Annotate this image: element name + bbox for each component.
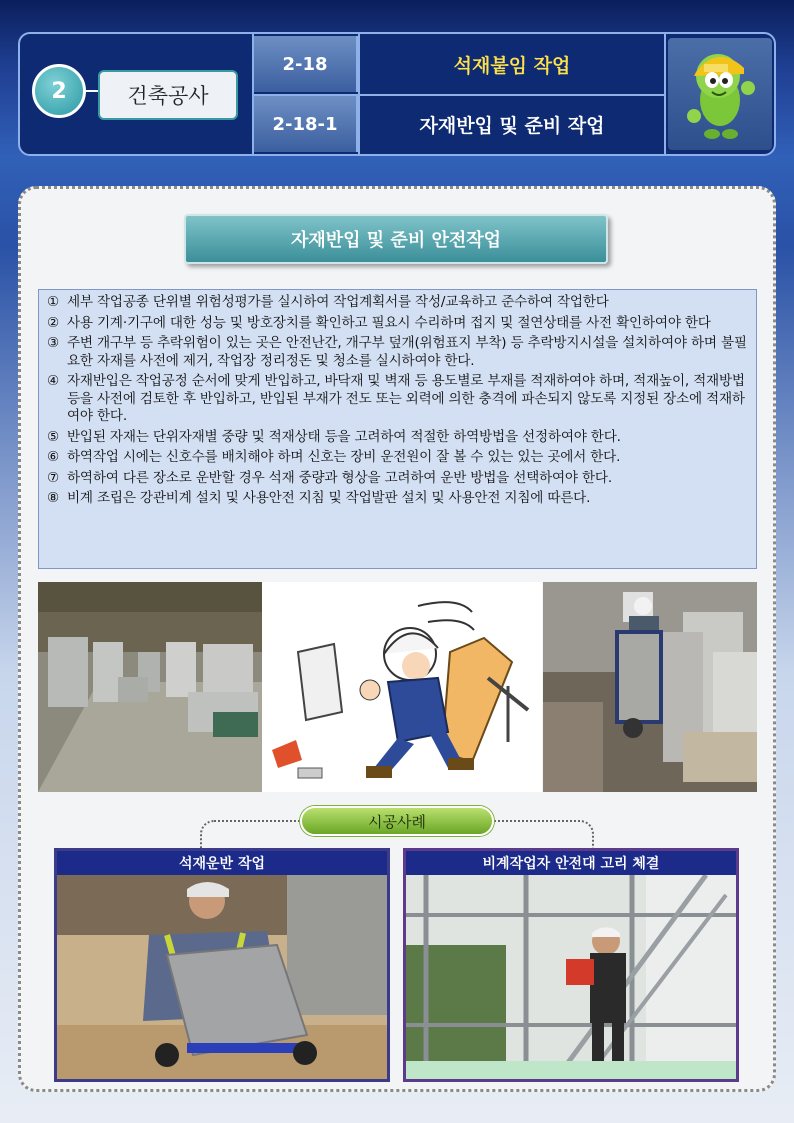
case-title: 비계작업자 안전대 고리 체결 (406, 851, 736, 875)
falling-worker-illustration (262, 582, 542, 792)
mascot-image (668, 38, 772, 150)
rule-item (47, 490, 750, 508)
rule-number: ⑥ (47, 449, 59, 465)
rule-number: ③ (47, 335, 59, 351)
rule-item (47, 449, 750, 467)
rule-item (47, 470, 750, 488)
case-stone-transport (54, 848, 390, 1082)
rule-text: 주변 개구부 등 추락위험이 있는 곳은 안전난간, 개구부 덮개(위험표지 부착) 등 추락방지시설을 설치하여야 하며 불필요한 자재를 사전에 제거, 작업장 정리정돈 및 청소를 실시하여야 한다. (67, 335, 747, 369)
section-heading: 자재반입 및 준비 안전작업 (184, 214, 608, 264)
chapter-number-badge: 2 (32, 64, 86, 118)
chapter-name: 건축공사 (98, 70, 238, 120)
rule-item (47, 335, 750, 370)
rule-number: ④ (47, 373, 59, 389)
section-code-sub: 2-18-1 (254, 96, 358, 152)
case-label: 시공사례 (300, 806, 494, 836)
rule-text: 세부 작업공종 단위별 위험성평가를 실시하여 작업계획서를 작성/교육하고 준수하여 작업한다 (67, 294, 609, 310)
rule-text: 하역작업 시에는 신호수를 배치해야 하며 신호는 장비 운전원이 잘 볼 수 있는 있는 곳에서 한다. (67, 449, 621, 465)
rule-number: ⑤ (47, 428, 59, 445)
rule-text: 비계 조립은 강관비계 설치 및 사용안전 지침 및 작업발판 설치 및 사용안전 지침에 따른다. (67, 490, 591, 506)
case-scaffold-harness (403, 848, 739, 1082)
rule-text: 반입된 자재는 단위자재별 중량 및 적재상태 등을 고려하여 적절한 하역방법을 선정하여야 한다. (67, 428, 621, 445)
rule-item (47, 315, 750, 333)
rule-text: 자재반입은 작업공정 순서에 맞게 반입하고, 바닥재 및 벽재 등 용도별로 부재를 적재하여야 하며, 적재높이, 적재방법 등을 사전에 검토한 후 반입하고, 반입된 부재가 전도 또는 외력에 의한 충격에 파손되지 않도록 지정된 장소에 적재하여야 한다. (67, 373, 745, 424)
case-title: 석재운반 작업 (57, 851, 387, 875)
stone-yard-photo (38, 582, 262, 792)
section-title-sub: 자재반입 및 준비 작업 (419, 114, 605, 137)
section-title-main: 석재붙임 작업 (453, 54, 571, 77)
rule-item (47, 373, 750, 426)
rule-number: ⑧ (47, 490, 59, 506)
safety-rules-list (38, 289, 757, 569)
section-code-main: 2-18 (254, 36, 358, 92)
rule-text: 사용 기계·기구에 대한 성능 및 방호장치를 확인하고 필요시 수리하며 접지 및 절연상태를 사전 확인하여야 한다 (67, 314, 711, 331)
stone-cart-photo (543, 582, 757, 792)
stone-transport-photo (57, 875, 387, 1079)
rule-number: ① (47, 294, 59, 310)
rule-number: ⑦ (47, 469, 59, 486)
rule-item (47, 429, 750, 447)
rule-number: ② (47, 314, 59, 331)
rule-item (47, 294, 750, 312)
scaffold-harness-photo (406, 875, 736, 1079)
rule-text: 하역하여 다른 장소로 운반할 경우 석재 중량과 형상을 고려하여 운반 방법을 선택하여야 한다. (67, 469, 612, 486)
